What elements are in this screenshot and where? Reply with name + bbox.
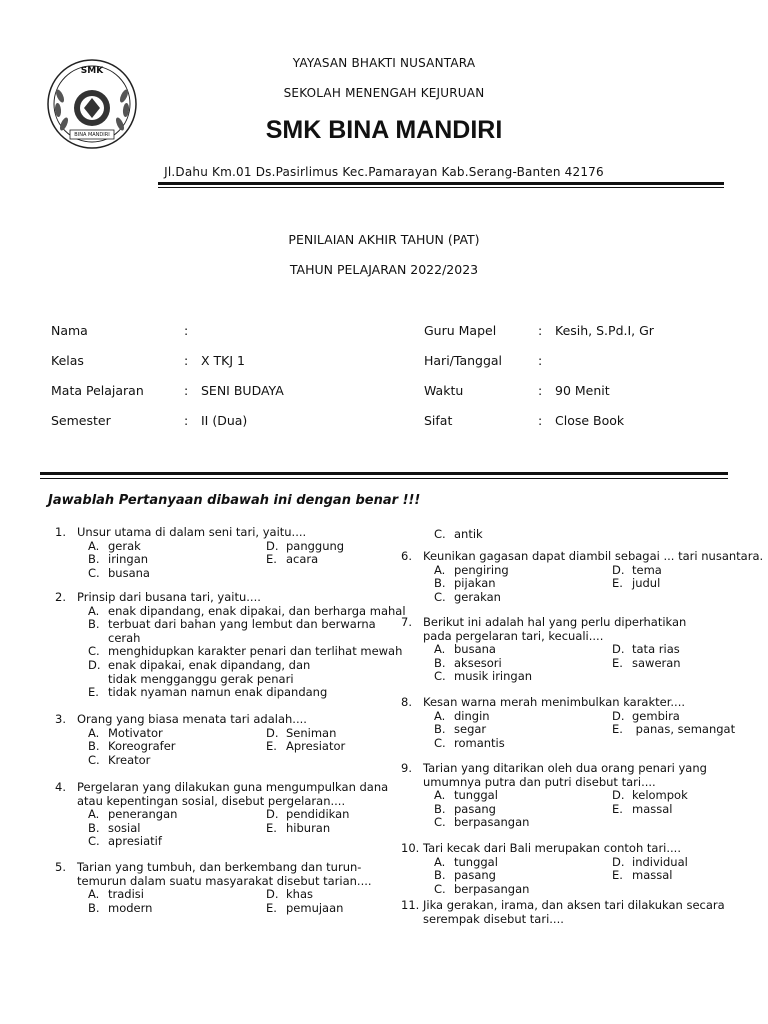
info-value: II (Dua) [201, 413, 248, 428]
option-letter: D. [266, 807, 279, 822]
question-4 [55, 780, 389, 849]
answer-option [88, 726, 163, 740]
option-text: gerakan [454, 589, 501, 604]
question-number: 5. [55, 860, 66, 874]
answer-option [612, 722, 735, 736]
info-value: Kesih, S.Pd.I, Gr [555, 323, 654, 338]
info-rule-thick [40, 472, 728, 475]
answer-option [88, 807, 177, 821]
option-text: apresiatif [108, 834, 162, 849]
option-text: pendidikan [286, 807, 350, 822]
option-letter: A. [434, 788, 446, 803]
option-letter: D. [612, 854, 625, 869]
answer-option [612, 802, 672, 816]
info-colon: : [538, 383, 543, 398]
option-text: gembira [632, 708, 680, 723]
option-text: berpasangan [454, 881, 530, 896]
option-letter: C. [88, 834, 100, 849]
question-number: 2. [55, 590, 66, 604]
question-text: Jika gerakan, irama, dan aksen tari dilakukan secara [423, 898, 725, 912]
info-label: Kelas [51, 353, 84, 368]
option-letter: C. [434, 735, 446, 750]
info-value: X TKJ 1 [201, 353, 245, 368]
answer-option [434, 736, 505, 750]
answer-option [266, 901, 343, 915]
answer-option [88, 821, 140, 835]
option-letter: A. [88, 887, 100, 902]
option-letter: A. [434, 854, 446, 869]
option-letter: C. [88, 644, 100, 659]
info-value: 90 Menit [555, 383, 610, 398]
option-letter: A. [88, 538, 100, 553]
option-letter: D. [612, 708, 625, 723]
info-rule-thin [40, 478, 728, 479]
option-letter: B. [88, 617, 100, 632]
option-text: menghidupkan karakter penari dan terlihat mewah [108, 644, 403, 659]
option-letter: B. [88, 820, 100, 835]
question-text: Tari kecak dari Bali merupakan contoh tari.... [423, 841, 681, 855]
option-letter: B. [434, 801, 446, 816]
question-1 [55, 525, 385, 580]
option-text: segar [454, 722, 487, 737]
option-text: Seniman [286, 725, 337, 740]
option-text: gerak [108, 538, 141, 553]
option-letter: D. [266, 725, 279, 740]
option-text: iringan [108, 552, 149, 567]
question-8 [401, 695, 736, 750]
answer-option [434, 669, 532, 683]
option-text: musik iringan [454, 669, 533, 684]
option-letter: C. [434, 669, 446, 684]
option-letter: C. [88, 752, 100, 767]
option-letter: D. [612, 788, 625, 803]
answer-option [434, 868, 496, 882]
answer-option [434, 576, 496, 590]
question-number: 11. [401, 898, 420, 912]
option-letter: B. [434, 655, 446, 670]
answer-option [612, 656, 681, 670]
option-text: penerangan [108, 807, 178, 822]
option-text: massal [632, 868, 673, 883]
question-text: pada pergelaran tari, kecuali.... [423, 628, 604, 643]
option-text: romantis [454, 735, 505, 750]
option-letter: C. [434, 881, 446, 896]
answer-option [266, 552, 318, 566]
option-text: tidak nyaman namun enak dipandang [108, 685, 328, 700]
info-label: Guru Mapel [424, 323, 497, 338]
answer-option [434, 563, 509, 577]
answer-option [612, 709, 680, 723]
answer-option [88, 672, 294, 686]
answer-option [88, 685, 327, 699]
info-label: Hari/Tanggal [424, 353, 503, 368]
option-letter: E. [266, 900, 277, 915]
header-rule-thin [158, 187, 724, 188]
option-letter: A. [434, 562, 446, 577]
option-text: dingin [454, 708, 490, 723]
option-text: sosial [108, 820, 141, 835]
option-text: busana [454, 642, 496, 657]
question-text: Berikut ini adalah hal yang perlu diperhatikan [423, 615, 687, 629]
option-letter: E. [612, 576, 623, 591]
question-text: Tarian yang ditarikan oleh dua orang penari yang [423, 761, 707, 775]
option-text: pijakan [454, 576, 496, 591]
option-text: enak dipakai, enak dipandang, dan [108, 658, 311, 672]
option-letter: B. [434, 576, 446, 591]
option-text: pemujaan [286, 900, 344, 915]
logo-text: SMK [80, 66, 104, 76]
answer-option [88, 539, 141, 553]
school-type: SEKOLAH MENENGAH KEJURUAN [283, 86, 485, 100]
option-letter: C. [434, 527, 446, 541]
question-2 [55, 590, 406, 700]
question-6 [401, 549, 764, 604]
answer-option [612, 576, 660, 590]
question-number: 3. [55, 712, 66, 726]
option-text: judul [632, 576, 661, 591]
answer-option [612, 855, 688, 869]
option-text: tradisi [108, 887, 144, 902]
header-rule-thick [158, 182, 724, 185]
question-number: 4. [55, 780, 66, 794]
answer-option [434, 590, 501, 604]
question-text: Kesan warna merah menimbulkan karakter.... [423, 695, 686, 709]
info-colon: : [538, 323, 543, 338]
question-number: 10. [401, 841, 420, 855]
answer-option [434, 722, 486, 736]
question-3 [55, 712, 385, 767]
question-11 [401, 898, 731, 926]
instruction: Jawablah Pertanyaan dibawah ini dengan benar !!! [48, 493, 421, 508]
option-text: panggung [286, 538, 345, 553]
option-text: individual [632, 854, 688, 869]
question-text: Unsur utama di dalam seni tari, yaitu.... [77, 525, 307, 539]
question-text: serempak disebut tari.... [423, 911, 564, 926]
option-letter: D. [612, 562, 625, 577]
option-letter: A. [88, 725, 100, 740]
answer-option [434, 802, 496, 816]
option-text: aksesori [454, 655, 502, 670]
info-label: Sifat [424, 413, 453, 428]
answer-option [434, 815, 529, 829]
question-text: umumnya putra dan putri disebut tari.... [423, 774, 656, 789]
option-text: pasang [454, 868, 496, 883]
option-letter: D. [612, 642, 625, 657]
logo-subtext: BINA MANDIRI [74, 132, 110, 138]
answer-option [88, 566, 150, 580]
answer-option [434, 855, 498, 869]
answer-option [612, 868, 672, 882]
answer-option [88, 604, 406, 618]
info-colon: : [184, 353, 189, 368]
info-value: Close Book [555, 413, 625, 428]
option-letter: D. [88, 658, 101, 672]
answer-option [266, 821, 330, 835]
info-label: Waktu [424, 383, 464, 398]
option-letter: E. [612, 868, 623, 883]
option-text: Kreator [108, 752, 151, 767]
answer-option [88, 834, 162, 848]
question-text: Prinsip dari busana tari, yaitu.... [77, 590, 261, 604]
option-letter: C. [88, 565, 100, 580]
answer-option [434, 882, 529, 896]
option-letter: B. [88, 900, 100, 915]
answer-option [266, 726, 336, 740]
option-letter: E. [612, 801, 623, 816]
option-text: Koreografer [108, 739, 176, 754]
option-letter: D. [266, 538, 279, 553]
question-text: Tarian yang tumbuh, dan berkembang dan turun- [77, 860, 362, 874]
option-text: tema [632, 562, 662, 577]
answer-option [612, 788, 688, 802]
answer-option [266, 887, 313, 901]
option-text: berpasangan [454, 815, 530, 830]
option-letter: E. [612, 722, 623, 737]
answer-option [434, 642, 496, 656]
question-text: Keunikan gagasan dapat diambil sebagai ... tari nusantara. [423, 549, 764, 563]
option-text: terbuat dari bahan yang lembut dan berwarna [108, 617, 376, 632]
option-letter: E. [266, 739, 277, 754]
school-name: SMK BINA MANDIRI [265, 116, 503, 144]
option-text: enak dipandang, enak dipakai, dan berharga mahal [108, 603, 406, 618]
question-text: Orang yang biasa menata tari adalah.... [77, 712, 307, 726]
option-text: Apresiator [286, 739, 346, 754]
answer-option [612, 642, 680, 656]
option-text: massal [632, 801, 673, 816]
answer-option [434, 709, 490, 723]
option-text: antik [454, 527, 483, 541]
question-number: 9. [401, 761, 412, 775]
exam-title: PENILAIAN AKHIR TAHUN (PAT) [288, 232, 480, 247]
option-text: tidak mengganggu gerak penari [108, 671, 294, 686]
info-colon: : [184, 383, 189, 398]
option-text: tata rias [632, 642, 680, 657]
answer-option [88, 753, 150, 767]
option-text: busana [108, 565, 150, 580]
info-label: Nama [51, 323, 88, 338]
school-address: Jl.Dahu Km.01 Ds.Pasirlimus Kec.Pamarayan Kab.Serang-Banten 42176 [164, 165, 604, 179]
answer-option [88, 887, 144, 901]
option-letter: B. [88, 739, 100, 754]
exam-year: TAHUN PELAJARAN 2022/2023 [289, 262, 479, 277]
answer-option [434, 788, 498, 802]
question-7 [401, 615, 731, 684]
option-text: panas, semangat [632, 722, 736, 737]
info-colon: : [184, 323, 189, 338]
option-text: tunggal [454, 788, 498, 803]
info-label: Semester [51, 413, 111, 428]
option-text: acara [286, 552, 319, 567]
option-letter: C. [434, 815, 446, 830]
info-value: SENI BUDAYA [201, 383, 284, 398]
option-letter: E. [266, 820, 277, 835]
option-letter: B. [88, 552, 100, 567]
option-text: khas [286, 887, 313, 902]
question-text: temurun dalam suatu masyarakat disebut tarian.... [77, 873, 372, 888]
option-text: tunggal [454, 854, 498, 869]
answer-option [88, 617, 376, 631]
option-letter: C. [434, 589, 446, 604]
option-letter: E. [612, 655, 623, 670]
answer-option [88, 552, 148, 566]
answer-option [88, 644, 402, 658]
info-colon: : [538, 413, 543, 428]
answer-option [266, 807, 349, 821]
info-label: Mata Pelajaran [51, 383, 144, 398]
question-10 [401, 841, 731, 896]
option-letter: A. [434, 642, 446, 657]
answer-option [88, 739, 176, 753]
question-text: Pergelaran yang dilakukan guna mengumpulkan dana [77, 780, 389, 794]
question-number: 1. [55, 525, 66, 539]
option-letter: B. [434, 722, 446, 737]
option-text: Motivator [108, 725, 163, 740]
option-letter: E. [88, 685, 99, 700]
question-number: 7. [401, 615, 412, 629]
answer-option [88, 631, 140, 645]
option-letter: A. [88, 807, 100, 822]
answer-option [88, 901, 152, 915]
answer-option [266, 539, 344, 553]
answer-option [612, 563, 662, 577]
option-text: pasang [454, 801, 496, 816]
option-letter: A. [434, 708, 446, 723]
option-text: pengiring [454, 562, 509, 577]
info-colon: : [184, 413, 189, 428]
option-letter: D. [266, 887, 279, 902]
option-text: modern [108, 900, 153, 915]
option-text: hiburan [286, 820, 331, 835]
option-letter: B. [434, 868, 446, 883]
option-letter: A. [88, 603, 100, 618]
question-number: 6. [401, 549, 412, 563]
question-9 [401, 761, 731, 830]
answer-option [266, 739, 345, 753]
answer-option [434, 656, 502, 670]
info-colon: : [538, 353, 543, 368]
foundation-name: YAYASAN BHAKTI NUSANTARA [292, 56, 476, 70]
answer-option [434, 527, 483, 541]
option-text: saweran [632, 655, 681, 670]
option-text: cerah [108, 630, 141, 645]
answer-option [88, 658, 310, 672]
option-letter: E. [266, 552, 277, 567]
question-number: 8. [401, 695, 412, 709]
option-text: kelompok [632, 788, 688, 803]
question-text: atau kepentingan sosial, disebut pergelaran.... [77, 793, 346, 808]
